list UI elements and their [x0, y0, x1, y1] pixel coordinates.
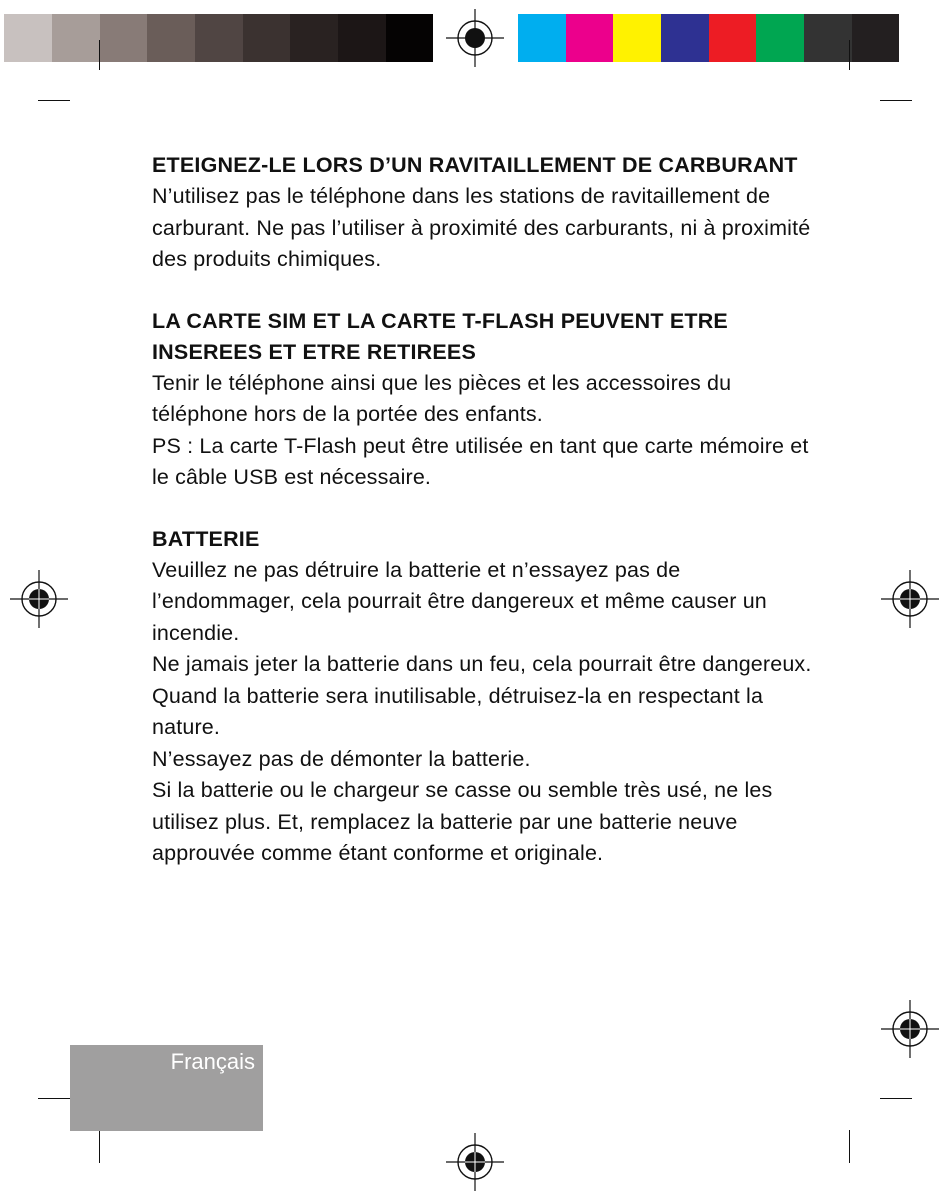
- crop-mark: [99, 40, 100, 70]
- registration-mark-icon: [881, 570, 939, 628]
- magenta-swatch: [566, 14, 613, 62]
- crop-mark: [38, 1098, 70, 1099]
- cyan-swatch: [518, 14, 566, 62]
- gray-swatch: [100, 14, 147, 62]
- crop-mark: [849, 40, 850, 70]
- section-sim-card: [152, 306, 812, 494]
- crop-mark: [880, 1098, 912, 1099]
- gray-swatch: [4, 14, 52, 62]
- registration-mark-icon: [446, 9, 504, 67]
- section-battery: [152, 524, 812, 870]
- section-paragraph: N’utilisez pas le téléphone dans les stations de ravitaillement de carburant. Ne pas l’utiliser à proximité des carburants, ni à proximité des produits chimiques.: [152, 184, 811, 271]
- section-heading: LA CARTE SIM ET LA CARTE T-FLASH PEUVENT ETRE INSEREES ET ETRE RETIREES: [152, 308, 728, 364]
- section-paragraph: PS : La carte T-Flash peut être utilisée en tant que carte mémoire et le câble USB est nécessaire.: [152, 433, 809, 489]
- language-tab: [70, 1045, 263, 1131]
- section-heading: BATTERIE: [152, 526, 260, 551]
- section-refueling: [152, 150, 812, 276]
- green-swatch: [756, 14, 804, 62]
- language-tab-label: Français: [170, 1049, 255, 1074]
- gray-swatch: [386, 14, 433, 62]
- registration-mark-icon: [446, 1133, 504, 1191]
- manual-page-content: [152, 150, 812, 900]
- crop-mark: [880, 100, 912, 101]
- gray-swatch: [243, 14, 290, 62]
- dark-gray-swatch: [804, 14, 852, 62]
- red-swatch: [709, 14, 756, 62]
- section-paragraph: Tenir le téléphone ainsi que les pièces et les accessoires du téléphone hors de la portée des enfants.: [152, 370, 732, 426]
- crop-mark: [99, 1130, 100, 1163]
- gray-swatch: [52, 14, 100, 62]
- gray-swatch: [338, 14, 386, 62]
- section-heading: ETEIGNEZ-LE LORS D’UN RAVITAILLEMENT DE CARBURANT: [152, 153, 798, 177]
- gray-swatch: [290, 14, 338, 62]
- registration-mark-icon: [881, 1000, 939, 1058]
- section-paragraph: Si la batterie ou le chargeur se casse ou semble très usé, ne les utilisez plus. Et, remplacez la batterie par une batterie neuve approuvée comme étant conforme et originale.: [152, 778, 773, 865]
- yellow-swatch: [613, 14, 661, 62]
- crop-mark: [849, 1130, 850, 1163]
- crop-mark: [38, 100, 70, 101]
- gray-swatch: [195, 14, 243, 62]
- black-swatch: [852, 14, 899, 62]
- section-paragraph: Veuillez ne pas détruire la batterie et n’essayez pas de l’endommager, cela pourrait être dangereux et même causer un incendie.: [152, 557, 767, 645]
- section-paragraph: N’essayez pas de démonter la batterie.: [152, 746, 531, 771]
- section-paragraph: Quand la batterie sera inutilisable, détruisez-la en respectant la nature.: [152, 683, 764, 739]
- gray-swatch: [147, 14, 195, 62]
- section-paragraph: Ne jamais jeter la batterie dans un feu, cela pourrait être dangereux.: [152, 652, 812, 676]
- registration-mark-icon: [10, 570, 68, 628]
- blue-swatch: [661, 14, 709, 62]
